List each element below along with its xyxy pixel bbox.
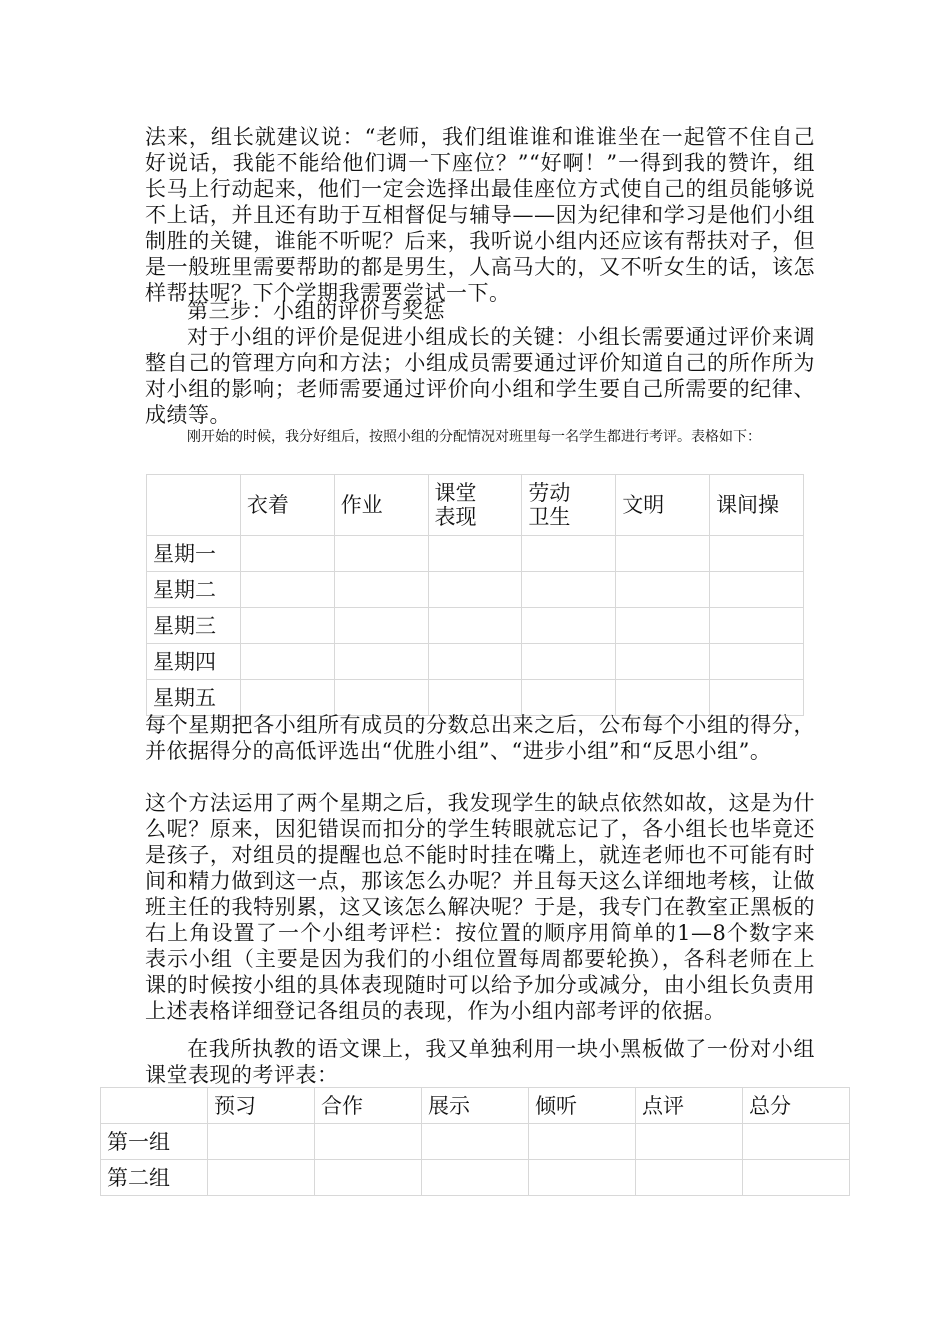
table-cell [743,1124,850,1160]
table-cell [315,1160,422,1196]
table-header-cell: 预习 [208,1088,315,1124]
table-cell [636,1124,743,1160]
table-cell [240,680,334,716]
table-cell [522,536,616,572]
table-cell [710,644,804,680]
paragraph-chinese-class-text: 在我所执教的语文课上，我又单独利用一块小黑板做了一份对小组课堂表现的考评表： [145,1037,815,1087]
group-classroom-evaluation-table [100,1087,850,1196]
paragraph-method-problem: 这个方法运用了两个星期之后，我发现学生的缺点依然如故，这是为什么呢？原来，因犯错误而扣分的学生转眼就忘记了，各小组长也毕竟还是孩子，对组员的提醒也总不能时时挂在嘴上，就连老师也不可能有时间和精力做到这一点，那该怎么办呢？并且每天这么详细地考核，让做班主任的我特别累，这又该怎么解决呢？于是，我专门在教室正黑板的右上角设置了一个小组考评栏：按位置的顺序用简单的1—8个数字来表示小组（主要是因为我们的小组位置每周都要轮换），各科老师在上课的时候按小组的具体表现随时可以给予加分或减分，由小组长负责用上述表格详细登记各组员的表现，作为小组内部考评的依据。 [145,791,815,1023]
table-header-cell: 点评 [636,1088,743,1124]
row-label: 星期一 [147,536,241,572]
row-label: 星期三 [147,608,241,644]
table-cell [240,536,334,572]
table-cell [616,608,710,644]
table-row [101,1124,850,1160]
table-cell [710,680,804,716]
table-header-cell: 总分 [743,1088,850,1124]
paragraph-weekly-summary: 每个星期把各小组所有成员的分数总出来之后，公布每个小组的得分，并依据得分的高低评选出“优胜小组”、“进步小组”和“反思小组”。 [145,713,815,763]
table-cell [522,680,616,716]
table-header-cell: 文明 [616,475,710,536]
table-row [147,680,804,716]
table-header-cell: 合作 [315,1088,422,1124]
table-cell [743,1160,850,1196]
table-header-cell [147,475,241,536]
table-header-text: 课堂表现 [434,481,477,529]
table-cell [529,1160,636,1196]
table-header-row [101,1088,850,1124]
table-cell [616,680,710,716]
table-header-row [147,475,804,536]
table-row [147,644,804,680]
table-cell [422,1124,529,1160]
row-label: 星期四 [147,644,241,680]
table-cell [240,572,334,608]
table-cell [208,1124,315,1160]
table-cell [522,572,616,608]
table-cell [636,1160,743,1196]
paragraph-seat-adjustment: 法来，组长就建议说：“老师，我们组谁谁和谁谁坐在一起管不住自己好说话，我能不能给他们调一下座位？”“好啊！”一得到我的赞许，组长马上行动起来，他们一定会选择出最佳座位方式使自己的组员能够说不上话，并且还有助于互相督促与辅导——因为纪律和学习是他们小组制胜的关键，谁能不听呢？后来，我听说小组内还应该有帮扶对子，但是一般班里需要帮助的都是男生，人高马大的，又不听女生的话，该怎样帮扶呢？下个学期我需要尝试一下。 [145,125,815,305]
table-header-cell: 课间操 [710,475,804,536]
table-cell [616,572,710,608]
paragraph-chinese-class [145,1036,815,1088]
table-header-cell: 衣着 [240,475,334,536]
paragraph-table-intro [145,426,815,449]
paragraph-table-intro-text: 刚开始的时候，我分好组后，按照小组的分配情况对班里每一名学生都进行考评。表格如下： [187,429,761,445]
table-cell [616,644,710,680]
table-row [147,608,804,644]
table-cell [334,644,428,680]
table-cell [522,608,616,644]
table-cell [334,608,428,644]
row-label: 星期二 [147,572,241,608]
table-cell [710,572,804,608]
table-row [147,572,804,608]
table-row [147,536,804,572]
table-cell [334,680,428,716]
table-cell [428,608,522,644]
table-cell [428,644,522,680]
row-label: 星期五 [147,680,241,716]
table-cell [315,1124,422,1160]
table-cell [710,536,804,572]
table-row [101,1160,850,1196]
table-cell [522,644,616,680]
table-cell [428,572,522,608]
table-cell [334,572,428,608]
table-cell [428,536,522,572]
table-cell [334,536,428,572]
table-header-cell [428,475,522,536]
table-cell [529,1124,636,1160]
table-cell [240,608,334,644]
row-label: 第一组 [101,1124,208,1160]
table-header-cell [522,475,616,536]
table-cell [208,1160,315,1196]
step-three-heading [145,298,815,324]
table-header-cell: 作业 [334,475,428,536]
table-cell [616,536,710,572]
step-three-text: 第三步：小组的评价与奖惩 [187,299,445,323]
table-cell [428,680,522,716]
table-header-cell [101,1088,208,1124]
table-header-cell: 倾听 [529,1088,636,1124]
table-cell [710,608,804,644]
table-header-cell: 展示 [422,1088,529,1124]
row-label: 第二组 [101,1160,208,1196]
paragraph-evaluation-text: 对于小组的评价是促进小组成长的关键：小组长需要通过评价来调整自己的管理方向和方法；小组成员需要通过评价知道自己的所作所为对小组的影响；老师需要通过评价向小组和学生要自己所需要的纪律、成绩等。 [145,325,815,427]
table-header-text: 劳动卫生 [528,481,571,529]
weekly-evaluation-table [146,474,804,716]
table-cell [422,1160,529,1196]
table-cell [240,644,334,680]
paragraph-evaluation [145,324,815,428]
